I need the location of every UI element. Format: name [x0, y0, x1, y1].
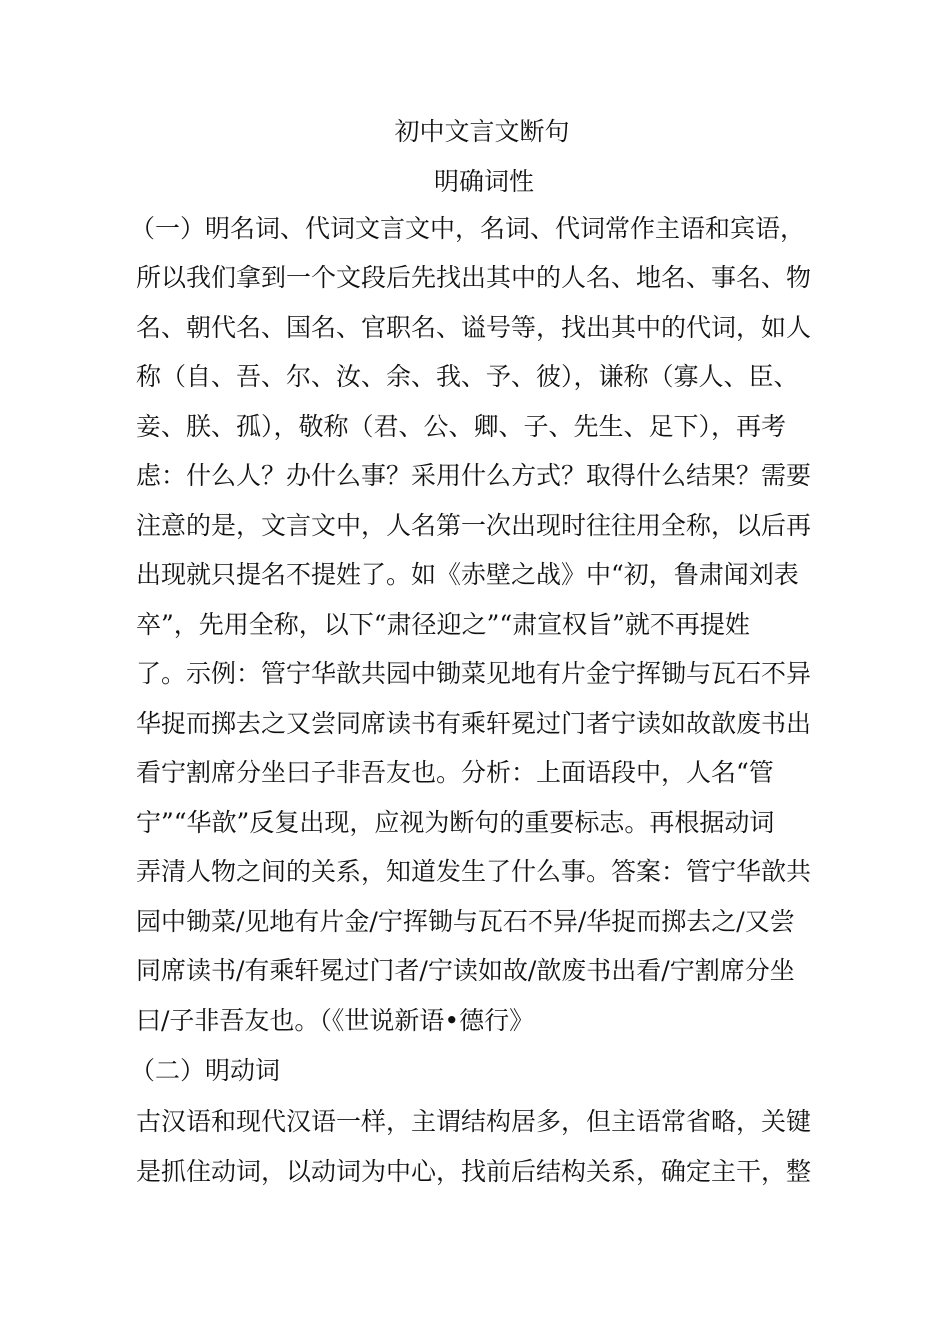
paragraph-line: 古汉语和现代汉语一样，主谓结构居多，但主语常省略，关键 — [136, 1107, 812, 1136]
paragraph-line: 园中锄菜/见地有片金/宁挥锄与瓦石不异/华捉而掷去之/又尝 — [136, 907, 795, 936]
paragraph-line: （一）明名词、代词文言文中，名词、代词常作主语和宾语， — [130, 214, 806, 243]
paragraph-line: 华捉而掷去之又尝同席读书有乘轩冕过门者宁读如故歆废书出 — [136, 709, 812, 738]
document-title: 初中文言文断句 — [394, 117, 570, 146]
paragraph-line: 注意的是，文言文中，人名第一次出现时往往用全称，以后再 — [136, 511, 812, 540]
paragraph-line: 看宁割席分坐曰子非吾友也。分析：上面语段中，人名“管 — [136, 758, 774, 787]
section-heading: 明确词性 — [433, 167, 534, 196]
paragraph-line: 宁”“华歆”反复出现，应视为断句的重要标志。再根据动词 — [136, 808, 775, 837]
paragraph-line: 弄清人物之间的关系，知道发生了什么事。答案：管宁华歆共 — [136, 857, 812, 886]
paragraph-line: 出现就只提名不提姓了。如《赤壁之战》中“初，鲁肃闻刘表 — [136, 560, 799, 589]
section-heading-line: （二）明动词 — [130, 1056, 281, 1085]
paragraph-line: 称（自、吾、尔、汝、余、我、予、彼），谦称（寡人、臣、 — [136, 362, 799, 391]
paragraph-line: 同席读书/有乘轩冕过门者/宁读如故/歆废书出看/宁割席分坐 — [136, 956, 795, 985]
paragraph-line: 所以我们拿到一个文段后先找出其中的人名、地名、事名、物 — [136, 263, 812, 292]
paragraph-line: 曰/子非吾友也。（《世说新语•德行》 — [136, 1006, 535, 1035]
paragraph-line: 妾、朕、孤），敬称（君、公、卿、子、先生、足下），再考 — [136, 412, 787, 441]
paragraph-line: 卒”，先用全称，以下“肃径迎之”“肃宣权旨”就不再提姓 — [136, 610, 750, 639]
paragraph-line: 是抓住动词，以动词为中心，找前后结构关系，确定主干，整 — [136, 1157, 812, 1186]
paragraph-line: 名、朝代名、国名、官职名、谥号等，找出其中的代词，如人 — [136, 313, 812, 342]
paragraph-line: 虑：什么人？办什么事？采用什么方式？取得什么结果？需要 — [136, 461, 812, 490]
paragraph-line: 了。示例：管宁华歆共园中锄菜见地有片金宁挥锄与瓦石不异 — [136, 659, 812, 688]
